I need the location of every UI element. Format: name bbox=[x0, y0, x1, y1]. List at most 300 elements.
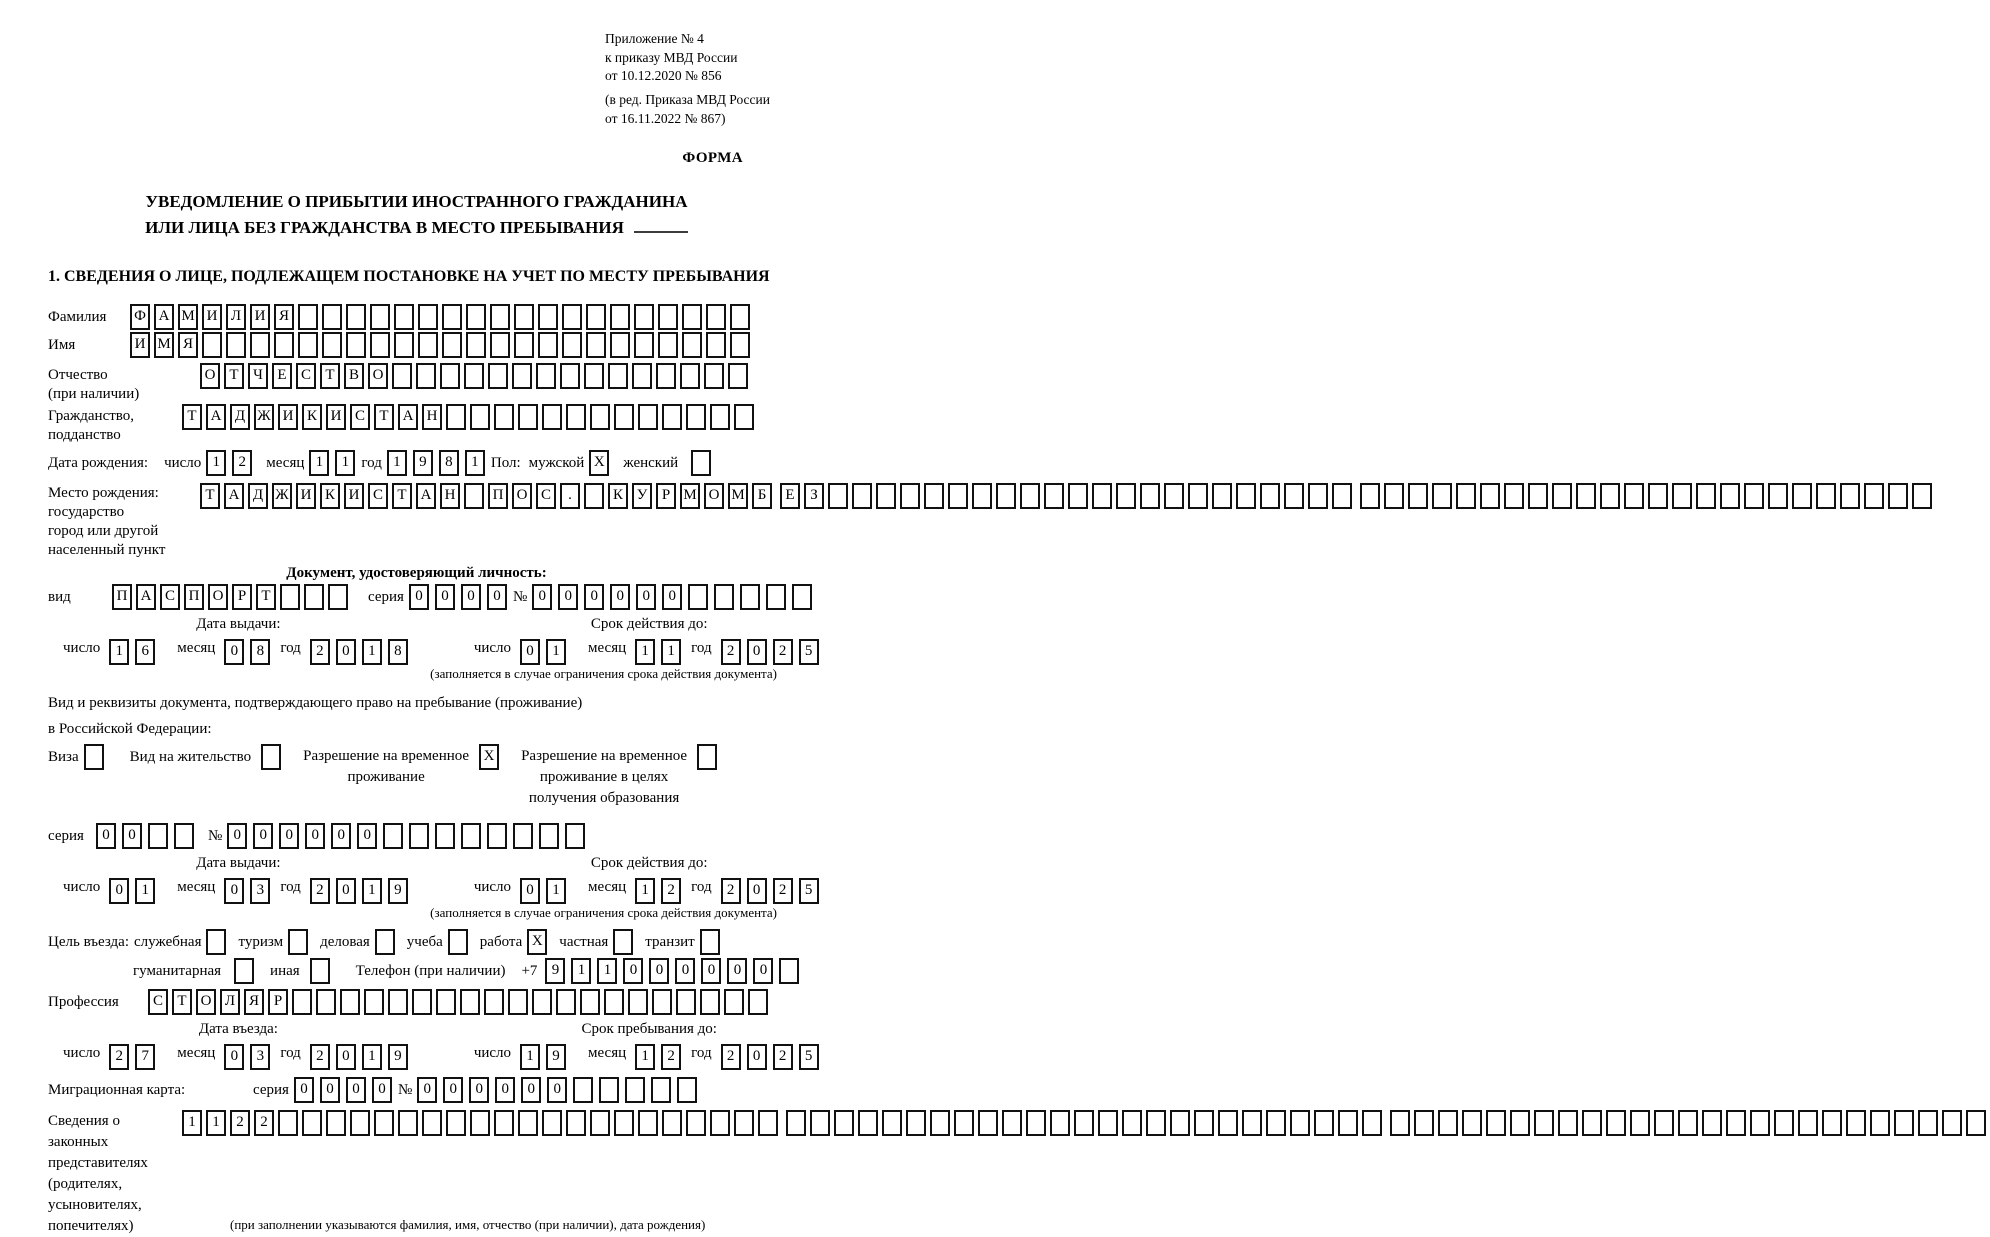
char-cell[interactable] bbox=[1744, 483, 1764, 509]
char-cell[interactable] bbox=[1384, 483, 1404, 509]
char-cell[interactable] bbox=[1414, 1110, 1434, 1136]
char-cell[interactable]: Н bbox=[440, 483, 460, 509]
char-cell[interactable] bbox=[978, 1110, 998, 1136]
char-cell[interactable] bbox=[1606, 1110, 1626, 1136]
char-cell[interactable]: X bbox=[479, 744, 499, 770]
char-cell[interactable]: 1 bbox=[362, 878, 382, 904]
char-cell[interactable]: Ж bbox=[254, 404, 274, 430]
char-cell[interactable] bbox=[442, 304, 462, 330]
char-cell[interactable] bbox=[638, 1110, 658, 1136]
char-cell[interactable] bbox=[442, 332, 462, 358]
char-cell[interactable] bbox=[392, 363, 412, 389]
char-cell[interactable]: 0 bbox=[305, 823, 325, 849]
char-cell[interactable]: 0 bbox=[372, 1077, 392, 1103]
char-cell[interactable]: О bbox=[196, 989, 216, 1015]
char-cell[interactable] bbox=[1050, 1110, 1070, 1136]
char-cell[interactable] bbox=[350, 1110, 370, 1136]
char-cell[interactable] bbox=[656, 363, 676, 389]
char-cell[interactable] bbox=[728, 363, 748, 389]
char-cell[interactable]: 2 bbox=[773, 639, 793, 665]
char-cell[interactable] bbox=[422, 1110, 442, 1136]
char-cell[interactable] bbox=[310, 958, 330, 984]
char-cell[interactable] bbox=[292, 989, 312, 1015]
char-cell[interactable] bbox=[278, 1110, 298, 1136]
char-cell[interactable]: А bbox=[206, 404, 226, 430]
char-cell[interactable] bbox=[734, 404, 754, 430]
char-cell[interactable] bbox=[1194, 1110, 1214, 1136]
char-cell[interactable] bbox=[383, 823, 403, 849]
char-cell[interactable]: Н bbox=[422, 404, 442, 430]
char-cell[interactable] bbox=[748, 989, 768, 1015]
char-cell[interactable]: 1 bbox=[182, 1110, 202, 1136]
char-cell[interactable] bbox=[490, 332, 510, 358]
char-cell[interactable] bbox=[930, 1110, 950, 1136]
char-cell[interactable] bbox=[573, 1077, 593, 1103]
char-cell[interactable]: 0 bbox=[521, 1077, 541, 1103]
char-cell[interactable] bbox=[436, 989, 456, 1015]
char-cell[interactable] bbox=[590, 1110, 610, 1136]
char-cell[interactable]: 0 bbox=[747, 1044, 767, 1070]
char-cell[interactable]: 0 bbox=[623, 958, 643, 984]
char-cell[interactable] bbox=[1074, 1110, 1094, 1136]
char-cell[interactable]: Т bbox=[182, 404, 202, 430]
char-cell[interactable] bbox=[466, 332, 486, 358]
char-cell[interactable] bbox=[565, 823, 585, 849]
char-cell[interactable] bbox=[484, 989, 504, 1015]
char-cell[interactable] bbox=[435, 823, 455, 849]
char-cell[interactable]: К bbox=[320, 483, 340, 509]
char-cell[interactable] bbox=[1164, 483, 1184, 509]
char-cell[interactable] bbox=[398, 1110, 418, 1136]
char-cell[interactable]: Е bbox=[272, 363, 292, 389]
char-cell[interactable] bbox=[328, 584, 348, 610]
char-cell[interactable]: 0 bbox=[675, 958, 695, 984]
char-cell[interactable] bbox=[996, 483, 1016, 509]
char-cell[interactable] bbox=[1720, 483, 1740, 509]
char-cell[interactable] bbox=[1480, 483, 1500, 509]
char-cell[interactable]: 2 bbox=[773, 1044, 793, 1070]
char-cell[interactable]: 1 bbox=[109, 639, 129, 665]
char-cell[interactable] bbox=[1912, 483, 1932, 509]
char-cell[interactable] bbox=[409, 823, 429, 849]
char-cell[interactable]: 1 bbox=[362, 639, 382, 665]
char-cell[interactable] bbox=[1576, 483, 1596, 509]
char-cell[interactable]: 0 bbox=[336, 639, 356, 665]
char-cell[interactable] bbox=[364, 989, 384, 1015]
char-cell[interactable] bbox=[346, 304, 366, 330]
char-cell[interactable]: Е bbox=[780, 483, 800, 509]
char-cell[interactable]: 0 bbox=[417, 1077, 437, 1103]
char-cell[interactable]: Р bbox=[268, 989, 288, 1015]
char-cell[interactable] bbox=[876, 483, 896, 509]
char-cell[interactable] bbox=[226, 332, 246, 358]
char-cell[interactable]: 0 bbox=[547, 1077, 567, 1103]
char-cell[interactable]: С bbox=[536, 483, 556, 509]
char-cell[interactable]: 1 bbox=[309, 450, 329, 476]
char-cell[interactable] bbox=[1822, 1110, 1842, 1136]
char-cell[interactable]: И bbox=[326, 404, 346, 430]
char-cell[interactable]: 2 bbox=[661, 878, 681, 904]
char-cell[interactable] bbox=[302, 1110, 322, 1136]
char-cell[interactable] bbox=[1362, 1110, 1382, 1136]
char-cell[interactable] bbox=[539, 823, 559, 849]
char-cell[interactable] bbox=[676, 989, 696, 1015]
char-cell[interactable] bbox=[924, 483, 944, 509]
char-cell[interactable]: 0 bbox=[469, 1077, 489, 1103]
char-cell[interactable]: 9 bbox=[388, 878, 408, 904]
char-cell[interactable] bbox=[1332, 483, 1352, 509]
char-cell[interactable]: 0 bbox=[747, 878, 767, 904]
char-cell[interactable] bbox=[628, 989, 648, 1015]
char-cell[interactable]: К bbox=[608, 483, 628, 509]
char-cell[interactable] bbox=[1170, 1110, 1190, 1136]
char-cell[interactable]: И bbox=[278, 404, 298, 430]
char-cell[interactable] bbox=[704, 363, 724, 389]
char-cell[interactable] bbox=[730, 332, 750, 358]
char-cell[interactable] bbox=[900, 483, 920, 509]
char-cell[interactable] bbox=[388, 989, 408, 1015]
char-cell[interactable]: Р bbox=[656, 483, 676, 509]
char-cell[interactable] bbox=[464, 363, 484, 389]
char-cell[interactable] bbox=[556, 989, 576, 1015]
char-cell[interactable] bbox=[518, 404, 538, 430]
char-cell[interactable]: 0 bbox=[495, 1077, 515, 1103]
char-cell[interactable] bbox=[1308, 483, 1328, 509]
char-cell[interactable]: 0 bbox=[336, 878, 356, 904]
char-cell[interactable]: 1 bbox=[635, 878, 655, 904]
char-cell[interactable]: К bbox=[302, 404, 322, 430]
char-cell[interactable]: Р bbox=[232, 584, 252, 610]
char-cell[interactable] bbox=[513, 823, 533, 849]
char-cell[interactable] bbox=[1630, 1110, 1650, 1136]
char-cell[interactable]: 1 bbox=[571, 958, 591, 984]
char-cell[interactable] bbox=[1894, 1110, 1914, 1136]
char-cell[interactable]: 0 bbox=[253, 823, 273, 849]
char-cell[interactable] bbox=[680, 363, 700, 389]
char-cell[interactable] bbox=[1218, 1110, 1238, 1136]
char-cell[interactable] bbox=[948, 483, 968, 509]
char-cell[interactable] bbox=[370, 332, 390, 358]
char-cell[interactable]: 0 bbox=[520, 639, 540, 665]
char-cell[interactable] bbox=[494, 1110, 514, 1136]
char-cell[interactable] bbox=[792, 584, 812, 610]
char-cell[interactable]: А bbox=[416, 483, 436, 509]
char-cell[interactable] bbox=[740, 584, 760, 610]
char-cell[interactable] bbox=[512, 363, 532, 389]
char-cell[interactable] bbox=[490, 304, 510, 330]
char-cell[interactable]: 7 bbox=[135, 1044, 155, 1070]
char-cell[interactable] bbox=[566, 404, 586, 430]
char-cell[interactable] bbox=[1918, 1110, 1938, 1136]
char-cell[interactable] bbox=[412, 989, 432, 1015]
char-cell[interactable] bbox=[1672, 483, 1692, 509]
char-cell[interactable]: 0 bbox=[294, 1077, 314, 1103]
char-cell[interactable]: М bbox=[680, 483, 700, 509]
char-cell[interactable]: 8 bbox=[439, 450, 459, 476]
char-cell[interactable] bbox=[394, 332, 414, 358]
char-cell[interactable] bbox=[1798, 1110, 1818, 1136]
char-cell[interactable] bbox=[514, 304, 534, 330]
char-cell[interactable] bbox=[416, 363, 436, 389]
char-cell[interactable]: 5 bbox=[799, 878, 819, 904]
char-cell[interactable]: Т bbox=[256, 584, 276, 610]
char-cell[interactable]: . bbox=[560, 483, 580, 509]
char-cell[interactable] bbox=[1462, 1110, 1482, 1136]
char-cell[interactable] bbox=[316, 989, 336, 1015]
char-cell[interactable] bbox=[418, 304, 438, 330]
char-cell[interactable] bbox=[599, 1077, 619, 1103]
char-cell[interactable]: Ж bbox=[272, 483, 292, 509]
char-cell[interactable] bbox=[1092, 483, 1112, 509]
char-cell[interactable]: 5 bbox=[799, 639, 819, 665]
char-cell[interactable] bbox=[148, 823, 168, 849]
char-cell[interactable] bbox=[614, 404, 634, 430]
char-cell[interactable]: 0 bbox=[224, 878, 244, 904]
char-cell[interactable]: 2 bbox=[661, 1044, 681, 1070]
char-cell[interactable]: 5 bbox=[799, 1044, 819, 1070]
char-cell[interactable]: О bbox=[512, 483, 532, 509]
char-cell[interactable] bbox=[440, 363, 460, 389]
char-cell[interactable]: 2 bbox=[721, 1044, 741, 1070]
char-cell[interactable] bbox=[288, 929, 308, 955]
char-cell[interactable]: 1 bbox=[387, 450, 407, 476]
char-cell[interactable]: 1 bbox=[206, 1110, 226, 1136]
char-cell[interactable] bbox=[488, 363, 508, 389]
char-cell[interactable]: 2 bbox=[721, 639, 741, 665]
char-cell[interactable]: В bbox=[344, 363, 364, 389]
char-cell[interactable] bbox=[972, 483, 992, 509]
char-cell[interactable] bbox=[580, 989, 600, 1015]
char-cell[interactable]: С bbox=[160, 584, 180, 610]
char-cell[interactable] bbox=[686, 1110, 706, 1136]
char-cell[interactable] bbox=[584, 483, 604, 509]
char-cell[interactable] bbox=[652, 989, 672, 1015]
char-cell[interactable]: 0 bbox=[224, 1044, 244, 1070]
char-cell[interactable] bbox=[1678, 1110, 1698, 1136]
char-cell[interactable]: 0 bbox=[109, 878, 129, 904]
char-cell[interactable] bbox=[1242, 1110, 1262, 1136]
char-cell[interactable]: 1 bbox=[546, 878, 566, 904]
char-cell[interactable] bbox=[634, 332, 654, 358]
char-cell[interactable] bbox=[686, 404, 706, 430]
char-cell[interactable] bbox=[852, 483, 872, 509]
char-cell[interactable]: И bbox=[296, 483, 316, 509]
char-cell[interactable]: Ч bbox=[248, 363, 268, 389]
char-cell[interactable]: О bbox=[208, 584, 228, 610]
char-cell[interactable] bbox=[1726, 1110, 1746, 1136]
char-cell[interactable] bbox=[613, 929, 633, 955]
char-cell[interactable]: 0 bbox=[747, 639, 767, 665]
char-cell[interactable] bbox=[1750, 1110, 1770, 1136]
char-cell[interactable] bbox=[1438, 1110, 1458, 1136]
char-cell[interactable] bbox=[394, 304, 414, 330]
char-cell[interactable] bbox=[1146, 1110, 1166, 1136]
char-cell[interactable]: 0 bbox=[662, 584, 682, 610]
char-cell[interactable] bbox=[1528, 483, 1548, 509]
char-cell[interactable] bbox=[1236, 483, 1256, 509]
char-cell[interactable]: 9 bbox=[413, 450, 433, 476]
char-cell[interactable] bbox=[250, 332, 270, 358]
char-cell[interactable] bbox=[700, 989, 720, 1015]
char-cell[interactable] bbox=[280, 584, 300, 610]
char-cell[interactable] bbox=[1338, 1110, 1358, 1136]
char-cell[interactable] bbox=[1026, 1110, 1046, 1136]
char-cell[interactable] bbox=[1702, 1110, 1722, 1136]
char-cell[interactable] bbox=[954, 1110, 974, 1136]
char-cell[interactable] bbox=[370, 304, 390, 330]
char-cell[interactable]: 2 bbox=[254, 1110, 274, 1136]
char-cell[interactable]: О bbox=[368, 363, 388, 389]
char-cell[interactable] bbox=[1648, 483, 1668, 509]
char-cell[interactable] bbox=[1768, 483, 1788, 509]
char-cell[interactable]: 2 bbox=[109, 1044, 129, 1070]
char-cell[interactable]: 0 bbox=[558, 584, 578, 610]
char-cell[interactable]: 2 bbox=[232, 450, 252, 476]
char-cell[interactable]: 8 bbox=[388, 639, 408, 665]
char-cell[interactable] bbox=[634, 304, 654, 330]
char-cell[interactable] bbox=[1774, 1110, 1794, 1136]
char-cell[interactable]: 0 bbox=[649, 958, 669, 984]
char-cell[interactable]: 3 bbox=[250, 1044, 270, 1070]
char-cell[interactable] bbox=[1140, 483, 1160, 509]
char-cell[interactable]: 1 bbox=[635, 639, 655, 665]
char-cell[interactable]: С bbox=[350, 404, 370, 430]
char-cell[interactable] bbox=[779, 958, 799, 984]
char-cell[interactable] bbox=[700, 929, 720, 955]
char-cell[interactable] bbox=[1888, 483, 1908, 509]
char-cell[interactable] bbox=[562, 304, 582, 330]
char-cell[interactable]: Т bbox=[200, 483, 220, 509]
char-cell[interactable] bbox=[682, 332, 702, 358]
char-cell[interactable] bbox=[1212, 483, 1232, 509]
char-cell[interactable] bbox=[632, 363, 652, 389]
char-cell[interactable] bbox=[858, 1110, 878, 1136]
char-cell[interactable] bbox=[174, 823, 194, 849]
char-cell[interactable] bbox=[532, 989, 552, 1015]
char-cell[interactable] bbox=[688, 584, 708, 610]
char-cell[interactable]: И bbox=[344, 483, 364, 509]
char-cell[interactable] bbox=[710, 404, 730, 430]
char-cell[interactable] bbox=[610, 332, 630, 358]
char-cell[interactable] bbox=[1840, 483, 1860, 509]
char-cell[interactable] bbox=[638, 404, 658, 430]
char-cell[interactable] bbox=[84, 744, 104, 770]
char-cell[interactable] bbox=[691, 450, 711, 476]
char-cell[interactable] bbox=[584, 363, 604, 389]
char-cell[interactable] bbox=[1122, 1110, 1142, 1136]
char-cell[interactable] bbox=[1534, 1110, 1554, 1136]
char-cell[interactable]: 1 bbox=[465, 450, 485, 476]
char-cell[interactable]: Т bbox=[392, 483, 412, 509]
char-cell[interactable] bbox=[610, 304, 630, 330]
char-cell[interactable]: П bbox=[488, 483, 508, 509]
char-cell[interactable]: Л bbox=[226, 304, 246, 330]
char-cell[interactable] bbox=[1290, 1110, 1310, 1136]
char-cell[interactable] bbox=[662, 1110, 682, 1136]
char-cell[interactable] bbox=[810, 1110, 830, 1136]
char-cell[interactable]: Л bbox=[220, 989, 240, 1015]
char-cell[interactable]: 0 bbox=[357, 823, 377, 849]
char-cell[interactable] bbox=[508, 989, 528, 1015]
char-cell[interactable] bbox=[494, 404, 514, 430]
char-cell[interactable] bbox=[1696, 483, 1716, 509]
char-cell[interactable]: Я bbox=[274, 304, 294, 330]
char-cell[interactable] bbox=[758, 1110, 778, 1136]
char-cell[interactable]: П bbox=[112, 584, 132, 610]
char-cell[interactable] bbox=[346, 332, 366, 358]
char-cell[interactable]: О bbox=[200, 363, 220, 389]
char-cell[interactable] bbox=[1188, 483, 1208, 509]
char-cell[interactable]: 2 bbox=[310, 1044, 330, 1070]
char-cell[interactable] bbox=[1816, 483, 1836, 509]
char-cell[interactable]: 0 bbox=[461, 584, 481, 610]
char-cell[interactable] bbox=[1116, 483, 1136, 509]
char-cell[interactable] bbox=[1558, 1110, 1578, 1136]
char-cell[interactable]: И bbox=[202, 304, 222, 330]
char-cell[interactable] bbox=[651, 1077, 671, 1103]
char-cell[interactable] bbox=[697, 744, 717, 770]
char-cell[interactable]: Д bbox=[248, 483, 268, 509]
char-cell[interactable] bbox=[560, 363, 580, 389]
char-cell[interactable] bbox=[706, 304, 726, 330]
char-cell[interactable]: М bbox=[728, 483, 748, 509]
char-cell[interactable]: 0 bbox=[753, 958, 773, 984]
char-cell[interactable]: 2 bbox=[721, 878, 741, 904]
char-cell[interactable]: 0 bbox=[584, 584, 604, 610]
char-cell[interactable] bbox=[625, 1077, 645, 1103]
char-cell[interactable] bbox=[1020, 483, 1040, 509]
char-cell[interactable]: У bbox=[632, 483, 652, 509]
char-cell[interactable]: Т bbox=[172, 989, 192, 1015]
char-cell[interactable]: 1 bbox=[520, 1044, 540, 1070]
char-cell[interactable] bbox=[1390, 1110, 1410, 1136]
char-cell[interactable] bbox=[1260, 483, 1280, 509]
char-cell[interactable] bbox=[608, 363, 628, 389]
char-cell[interactable] bbox=[710, 1110, 730, 1136]
char-cell[interactable] bbox=[1510, 1110, 1530, 1136]
char-cell[interactable]: 1 bbox=[661, 639, 681, 665]
char-cell[interactable] bbox=[1486, 1110, 1506, 1136]
char-cell[interactable]: 1 bbox=[597, 958, 617, 984]
char-cell[interactable] bbox=[518, 1110, 538, 1136]
char-cell[interactable]: 1 bbox=[335, 450, 355, 476]
char-cell[interactable] bbox=[304, 584, 324, 610]
char-cell[interactable]: 9 bbox=[546, 1044, 566, 1070]
char-cell[interactable]: 0 bbox=[532, 584, 552, 610]
char-cell[interactable]: 0 bbox=[610, 584, 630, 610]
char-cell[interactable]: 0 bbox=[409, 584, 429, 610]
char-cell[interactable]: Ф bbox=[130, 304, 150, 330]
char-cell[interactable] bbox=[538, 332, 558, 358]
char-cell[interactable]: 3 bbox=[250, 878, 270, 904]
char-cell[interactable] bbox=[734, 1110, 754, 1136]
char-cell[interactable]: А bbox=[224, 483, 244, 509]
char-cell[interactable] bbox=[418, 332, 438, 358]
char-cell[interactable]: Б bbox=[752, 483, 772, 509]
char-cell[interactable]: Я bbox=[178, 332, 198, 358]
char-cell[interactable] bbox=[1432, 483, 1452, 509]
char-cell[interactable]: 2 bbox=[773, 878, 793, 904]
char-cell[interactable] bbox=[446, 404, 466, 430]
char-cell[interactable] bbox=[1870, 1110, 1890, 1136]
char-cell[interactable] bbox=[466, 304, 486, 330]
char-cell[interactable] bbox=[464, 483, 484, 509]
char-cell[interactable] bbox=[566, 1110, 586, 1136]
char-cell[interactable] bbox=[766, 584, 786, 610]
char-cell[interactable]: П bbox=[184, 584, 204, 610]
char-cell[interactable]: С bbox=[296, 363, 316, 389]
char-cell[interactable] bbox=[1582, 1110, 1602, 1136]
